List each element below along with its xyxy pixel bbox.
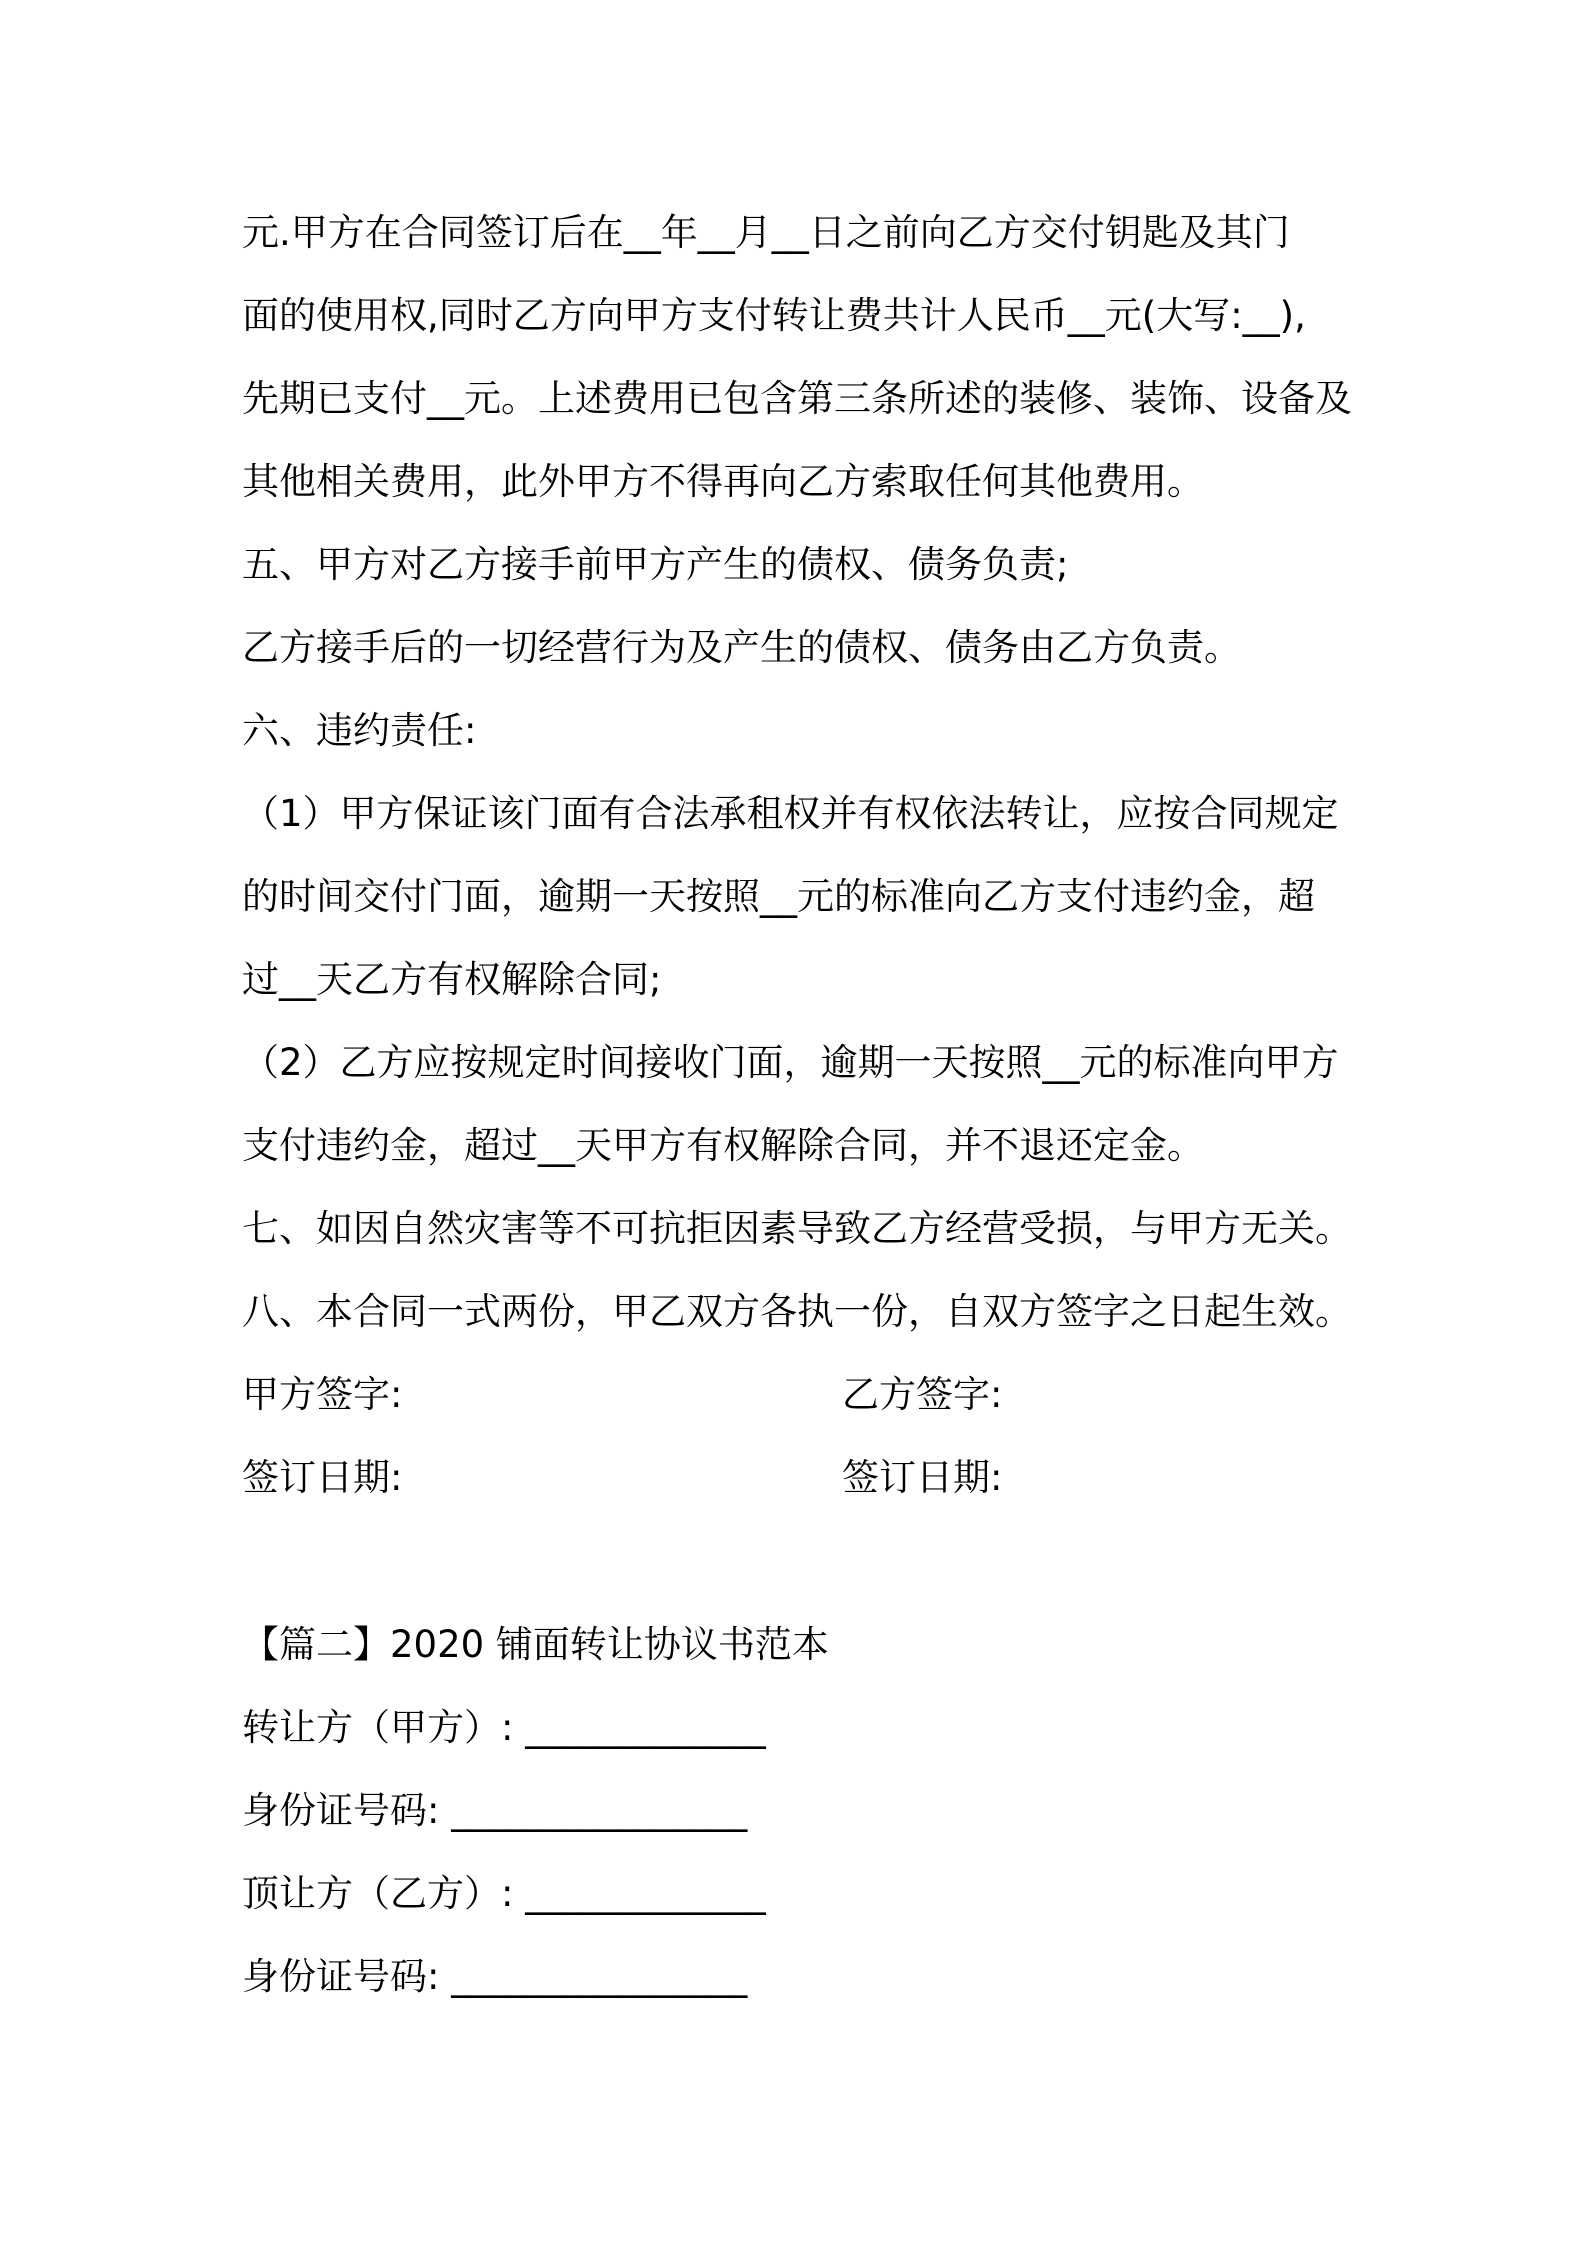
transferee-field: 顶让方（乙方）: _____________ xyxy=(242,1872,766,1915)
clause-six-item-2: （2）乙方应按规定时间接收门面，逾期一天按照__元的标准向甲方 xyxy=(242,1041,1339,1084)
clause-eight: 八、本合同一式两份，甲乙双方各执一份，自双方签字之日起生效。 xyxy=(242,1290,1352,1333)
text-line: 的时间交付门面，逾期一天按照__元的标准向乙方支付违约金，超 xyxy=(242,875,1315,918)
transferor-field: 转让方（甲方）: _____________ xyxy=(242,1706,766,1749)
clause-six-heading: 六、违约责任: xyxy=(242,709,477,752)
text-line: 其他相关费用，此外甲方不得再向乙方索取任何其他费用。 xyxy=(242,460,1204,503)
clause-six-item-1: （1）甲方保证该门面有合法承租权并有权依法转让，应按合同规定 xyxy=(242,792,1339,835)
text-line: 乙方接手后的一切经营行为及产生的债权、债务由乙方负责。 xyxy=(242,626,1241,669)
text-line: 先期已支付__元。上述费用已包含第三条所述的装修、装饰、设备及 xyxy=(242,377,1352,420)
party-a-date-label: 签订日期: xyxy=(242,1456,403,1499)
id-number-field-a: 身份证号码: ________________ xyxy=(242,1789,748,1832)
text-line: 面的使用权,同时乙方向甲方支付转让费共计人民币__元(大写:__), xyxy=(242,294,1306,337)
text-line: 元.甲方在合同签订后在__年__月__日之前向乙方交付钥匙及其门 xyxy=(242,211,1290,254)
clause-seven: 七、如因自然灾害等不可抗拒因素导致乙方经营受损，与甲方无关。 xyxy=(242,1207,1352,1250)
text-line: 支付违约金，超过__天甲方有权解除合同，并不退还定金。 xyxy=(242,1124,1204,1167)
section-two-title: 【篇二】2020 铺面转让协议书范本 xyxy=(242,1623,829,1666)
text-line: 过__天乙方有权解除合同; xyxy=(242,958,662,1001)
party-a-signature-label: 甲方签字: xyxy=(242,1373,403,1416)
clause-five: 五、甲方对乙方接手前甲方产生的债权、债务负责; xyxy=(242,543,1069,586)
id-number-field-b: 身份证号码: ________________ xyxy=(242,1955,748,1998)
party-b-signature-label: 乙方签字: xyxy=(842,1373,1003,1416)
party-b-date-label: 签订日期: xyxy=(842,1456,1003,1499)
